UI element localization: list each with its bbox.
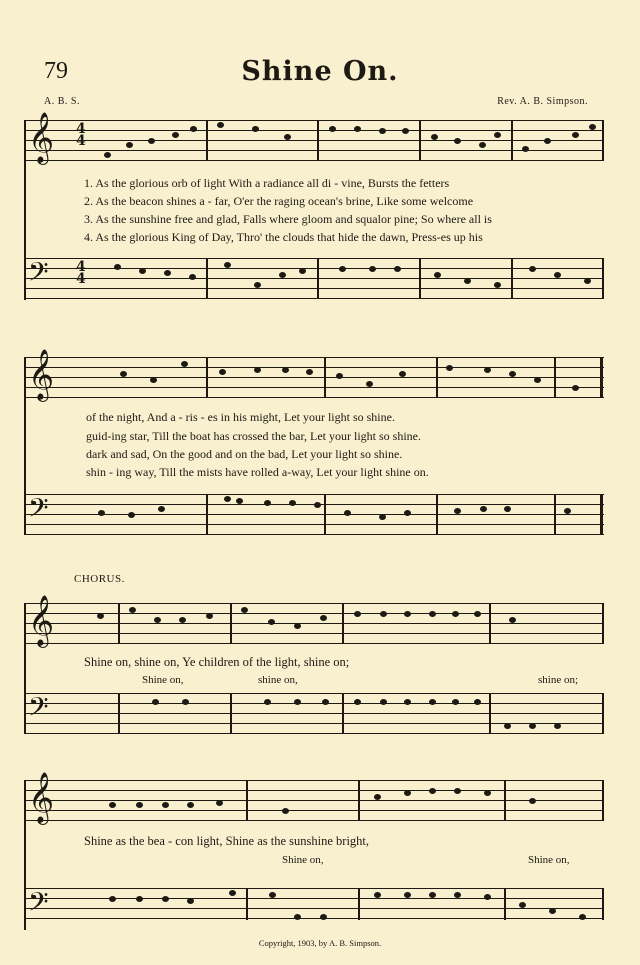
treble-staff-4 — [24, 772, 604, 823]
treble-staff-1 — [24, 112, 604, 163]
bass-staff-1 — [24, 258, 604, 298]
words-credit: A. B. S. — [44, 96, 80, 107]
verse-3-line-2: dark and sad, On the good and on the bad, Let your light so shine. — [86, 447, 403, 461]
treble-staff-3 — [24, 595, 604, 646]
bass-clef-icon: 𝄢 — [28, 492, 49, 530]
verse-2-line-2: guid-ing star, Till the boat has crossed the bar, Let your light so shine. — [86, 429, 421, 443]
bass-staff-3 — [24, 693, 604, 733]
bass-clef-icon: 𝄢 — [28, 691, 49, 729]
time-signature: 4 4 — [76, 259, 86, 287]
chorus-bass-echo-2: shine on, — [258, 674, 298, 686]
bass-clef-icon: 𝄢 — [28, 886, 49, 924]
verse-1-line-1: 1. As the glorious orb of light With a radiance all di - vine, Bursts the fetters — [84, 176, 450, 190]
chorus-bass-echo-5: Shine on, — [528, 854, 570, 866]
treble-staff-2 — [24, 349, 604, 400]
bass-staff-2 — [24, 494, 604, 534]
verse-3-line-1: 3. As the sunshine free and glad, Falls where gloom and squalor pine; So where all is — [84, 212, 492, 226]
chorus-bass-echo-1: Shine on, — [142, 674, 184, 686]
hymn-number: 79 — [44, 58, 68, 84]
hymn-title: Shine On. — [241, 56, 399, 87]
treble-clef-icon: 𝄞 — [28, 772, 55, 823]
chorus-label: CHORUS. — [74, 573, 125, 585]
chorus-soprano-line-1: Shine on, shine on, Ye children of the light, shine on; — [84, 655, 350, 669]
verse-1-line-2: of the night, And a - ris - es in his might, Let your light so shine. — [86, 410, 395, 424]
treble-clef-icon: 𝄞 — [28, 595, 55, 646]
time-signature: 4 4 — [76, 121, 86, 149]
verse-2-line-1: 2. As the beacon shines a - far, O'er the raging ocean's brine, Like some welcome — [84, 194, 474, 208]
treble-clef-icon: 𝄞 — [28, 112, 55, 163]
chorus-soprano-line-2: Shine as the bea - con light, Shine as the sunshine bright, — [84, 834, 370, 848]
chorus-bass-echo-4: Shine on, — [282, 854, 324, 866]
treble-clef-icon: 𝄞 — [28, 349, 55, 400]
verse-4-line-1: 4. As the glorious King of Day, Thro' the clouds that hide the dawn, Press-es up his — [84, 230, 483, 244]
music-credit: Rev. A. B. Simpson. — [497, 96, 588, 107]
chorus-bass-echo-3: shine on; — [538, 674, 579, 686]
bass-clef-icon: 𝄢 — [28, 256, 49, 294]
bass-staff-4 — [24, 888, 604, 928]
copyright-notice: Copyright, 1903, by A. B. Simpson. — [258, 938, 382, 948]
verse-4-line-2: shin - ing way, Till the mists have rolled a-way, Let your light shine on. — [86, 465, 429, 479]
